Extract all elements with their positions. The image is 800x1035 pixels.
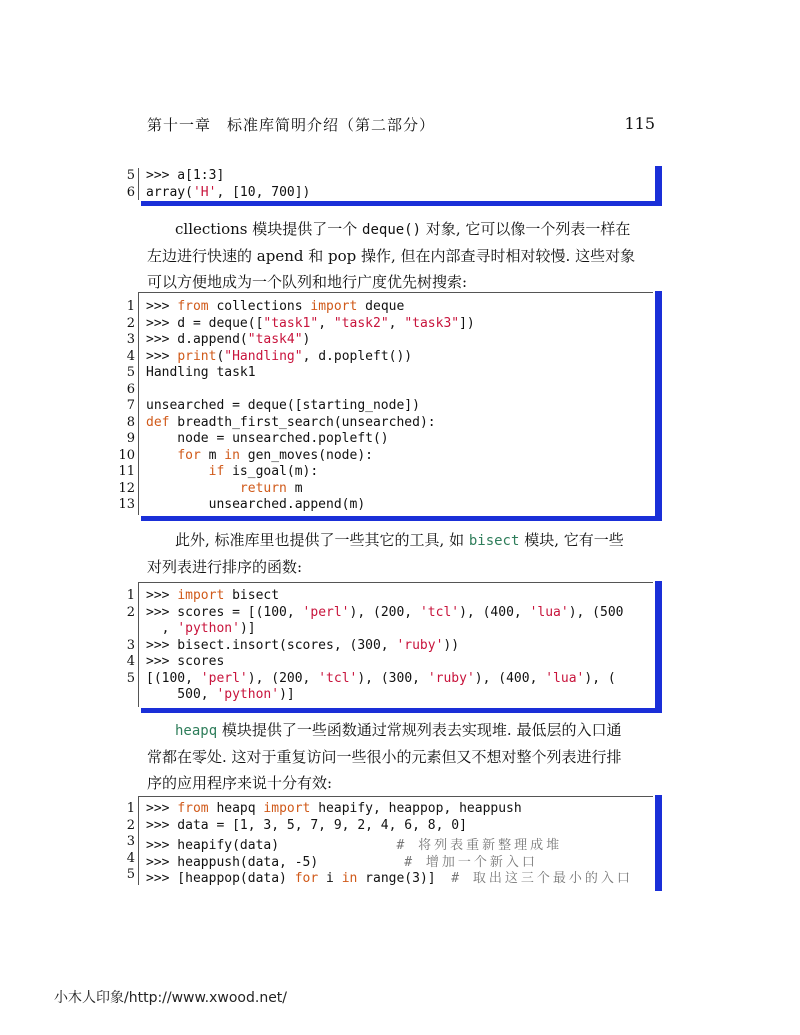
- line-number: 1: [126, 299, 135, 314]
- code-line: [146, 588, 279, 603]
- line-number: 12: [118, 480, 135, 496]
- code-text: array(: [146, 184, 193, 200]
- code-line: [146, 621, 256, 636]
- code-line: [146, 481, 303, 496]
- code-line: [146, 654, 224, 669]
- code-string: "task1": [263, 315, 319, 331]
- code-string: 'python': [216, 687, 280, 702]
- code-keyword: import: [310, 299, 358, 314]
- paragraph-deque: cllections 模块提供了一个 deque() 对象, 它可以像一个列表一样在 左边进行快速的 apend 和 pop 操作, 但在内部查寻时相对较慢. 这些对象 可以方便地成为一个队列和地行广度优先树搜索:: [147, 220, 636, 291]
- code-line: [146, 448, 373, 463]
- paragraph-heapq: heapq 模块提供了一些函数通过常规列表去实现堆. 最低层的入口通 常都在零处. 这对于重复访问一些很小的元素但又不想对整个列表进行排 序的应用程序来说十分有效:: [147, 721, 622, 792]
- line-number: 11: [118, 464, 135, 479]
- code-keyword: in: [224, 447, 240, 463]
- code-string: 'python': [177, 621, 240, 636]
- code-text: )]: [239, 621, 256, 636]
- code-text: ), (300,: [357, 670, 428, 686]
- code-string: 'tcl': [318, 670, 358, 686]
- code-comment: # 将列表重新整理成堆: [396, 838, 563, 853]
- code-keyword: in: [341, 871, 358, 886]
- code-text: bisect: [224, 588, 280, 603]
- code-line: [146, 349, 412, 364]
- code-text: ), (500: [568, 604, 624, 620]
- code-string: "task3": [404, 315, 460, 331]
- code-text: ,: [318, 315, 334, 331]
- code-keyword: import: [263, 801, 311, 816]
- code-line: [146, 316, 475, 331]
- code-text: unsearched.append(m): [146, 497, 366, 512]
- code-text: is_goal(m):: [224, 464, 319, 479]
- code-text: [146, 481, 240, 496]
- code-keyword: print: [177, 348, 217, 364]
- code-line: [146, 671, 616, 686]
- code-line: [146, 464, 318, 479]
- code-text: >>> [heappop(data): [146, 871, 295, 886]
- line-number: 2: [126, 315, 135, 331]
- code-line: [146, 168, 224, 183]
- code-text: >>> a[1:3]: [146, 168, 225, 183]
- code-text: ,: [146, 621, 178, 636]
- code-block-bisect-example: [126, 582, 653, 707]
- code-text: node = unsearched.popleft(): [146, 431, 389, 446]
- line-number: 3: [126, 332, 135, 347]
- code-text: >>> d = deque([: [146, 315, 264, 331]
- code-line: [146, 299, 404, 314]
- line-number: 3: [126, 834, 135, 849]
- code-text: >>> heapify(data): [146, 838, 397, 853]
- line-number: 2: [126, 817, 135, 833]
- code-line: [146, 497, 365, 512]
- code-string: 'ruby': [427, 670, 475, 686]
- code-block-heapq-example: [126, 796, 653, 886]
- code-string: 'ruby': [396, 637, 444, 653]
- code-keyword: import: [177, 588, 225, 603]
- code-text: heapify, heappop, heappush: [310, 801, 522, 816]
- code-line: [146, 867, 633, 886]
- code-line: [146, 605, 624, 620]
- code-string: "task2": [333, 315, 389, 331]
- code-text: >>> scores: [146, 654, 225, 669]
- code-string: "task4": [247, 332, 303, 347]
- code-line: [146, 415, 436, 430]
- code-block-deque-slice: [126, 168, 653, 200]
- code-line: [146, 365, 256, 380]
- code-text: i: [318, 871, 342, 886]
- code-string: "Handling": [224, 348, 303, 364]
- code-text: range(3)]: [357, 871, 452, 886]
- code-text: ), (400,: [474, 670, 546, 686]
- code-keyword: from: [177, 801, 209, 816]
- line-number: 1: [126, 801, 135, 816]
- code-text: (: [216, 348, 225, 364]
- inline-code-bisect: bisect: [468, 533, 520, 549]
- code-text: m: [286, 480, 303, 496]
- code-text: ): [302, 332, 311, 347]
- code-text: >>> d.append(: [146, 332, 248, 347]
- code-text: )): [443, 637, 460, 653]
- code-string: 'tcl': [419, 604, 460, 620]
- code-text: ), (200,: [349, 604, 420, 620]
- code-keyword: return: [239, 480, 287, 496]
- code-keyword: for: [177, 447, 201, 463]
- code-block-deque-example: [118, 292, 653, 515]
- code-line: [146, 638, 459, 653]
- code-string: 'perl': [200, 670, 248, 686]
- code-text: [(100,: [146, 670, 201, 686]
- line-number: 1: [126, 588, 135, 603]
- code-line: [146, 332, 310, 347]
- code-string: 'lua': [529, 604, 569, 620]
- code-text: , d.popleft()): [302, 348, 413, 364]
- inline-code-deque: deque(): [362, 222, 422, 238]
- code-text: ]): [459, 315, 475, 331]
- code-text: >>>: [146, 299, 178, 314]
- line-number: 6: [126, 184, 135, 200]
- code-text: deque: [357, 299, 405, 314]
- code-text: ), (: [584, 670, 616, 686]
- code-text: ), (400,: [459, 604, 530, 620]
- line-number: 5: [126, 168, 135, 183]
- line-number: 8: [126, 414, 135, 430]
- code-string: 'lua': [545, 670, 585, 686]
- code-text: >>>: [146, 801, 178, 816]
- code-string: 'H': [192, 184, 217, 200]
- code-text: 500,: [146, 687, 217, 702]
- paragraph-bisect: 此外, 标准库里也提供了一些其它的工具, 如 bisect 模块, 它有一些 对列表进行排序的函数:: [147, 531, 624, 576]
- code-text: gen_moves(node):: [239, 447, 373, 463]
- watermark-footer: 小木人印象/http://www.xwood.net/: [54, 990, 288, 1006]
- code-text: ,: [388, 315, 405, 331]
- code-text: breadth_first_search(unsearched):: [169, 414, 436, 430]
- code-text: heapq: [208, 801, 264, 816]
- code-line: [146, 431, 389, 446]
- code-line: [146, 818, 467, 833]
- code-keyword: from: [177, 299, 209, 314]
- code-text: >>> scores = [(100,: [146, 604, 303, 620]
- code-text: )]: [279, 687, 295, 702]
- line-number: 4: [126, 348, 135, 364]
- code-string: 'perl': [302, 604, 350, 620]
- code-line: [146, 398, 420, 413]
- code-keyword: if: [208, 464, 225, 479]
- chapter-title: 第十一章 标准库简明介绍（第二部分）: [147, 116, 436, 134]
- line-number: 13: [118, 497, 135, 512]
- code-text: [146, 464, 209, 479]
- line-number: 2: [126, 604, 135, 620]
- code-comment: # 增加一个新入口: [404, 854, 538, 870]
- line-number: 4: [126, 850, 135, 866]
- page-header: [147, 114, 655, 138]
- line-number: 7: [126, 398, 135, 413]
- code-comment: # 取出这三个最小的入口: [451, 871, 633, 886]
- line-number: 5: [126, 670, 135, 686]
- code-line: [146, 185, 310, 200]
- line-number: 10: [118, 447, 135, 463]
- inline-code-heapq: heapq: [175, 723, 218, 739]
- page-number: 115: [624, 114, 655, 133]
- line-number: 4: [126, 654, 135, 669]
- code-text: collections: [208, 299, 311, 314]
- code-text: [146, 448, 177, 463]
- code-text: Handling task1: [146, 365, 256, 380]
- code-text: >>> bisect.insort(scores, (300,: [146, 637, 397, 653]
- line-number: 6: [126, 381, 135, 397]
- code-text: >>> data = [1, 3, 5, 7, 9, 2, 4, 6, 8, 0]: [146, 817, 467, 833]
- code-text: >>> heappush(data, -5): [146, 854, 405, 870]
- code-line: [146, 687, 295, 702]
- code-text: unsearched = deque([starting_node]): [146, 398, 420, 413]
- line-number: 3: [126, 637, 135, 653]
- code-keyword: def: [146, 414, 170, 430]
- code-text: m: [200, 447, 225, 463]
- code-keyword: for: [294, 871, 319, 886]
- code-text: ), (200,: [247, 670, 319, 686]
- line-number: 5: [126, 365, 135, 380]
- code-text: , [10, 700]): [216, 184, 311, 200]
- code-text: >>>: [146, 348, 178, 364]
- code-text: >>>: [146, 588, 178, 603]
- line-number: 9: [126, 431, 135, 446]
- code-line: [146, 801, 522, 816]
- line-number: 5: [126, 867, 135, 882]
